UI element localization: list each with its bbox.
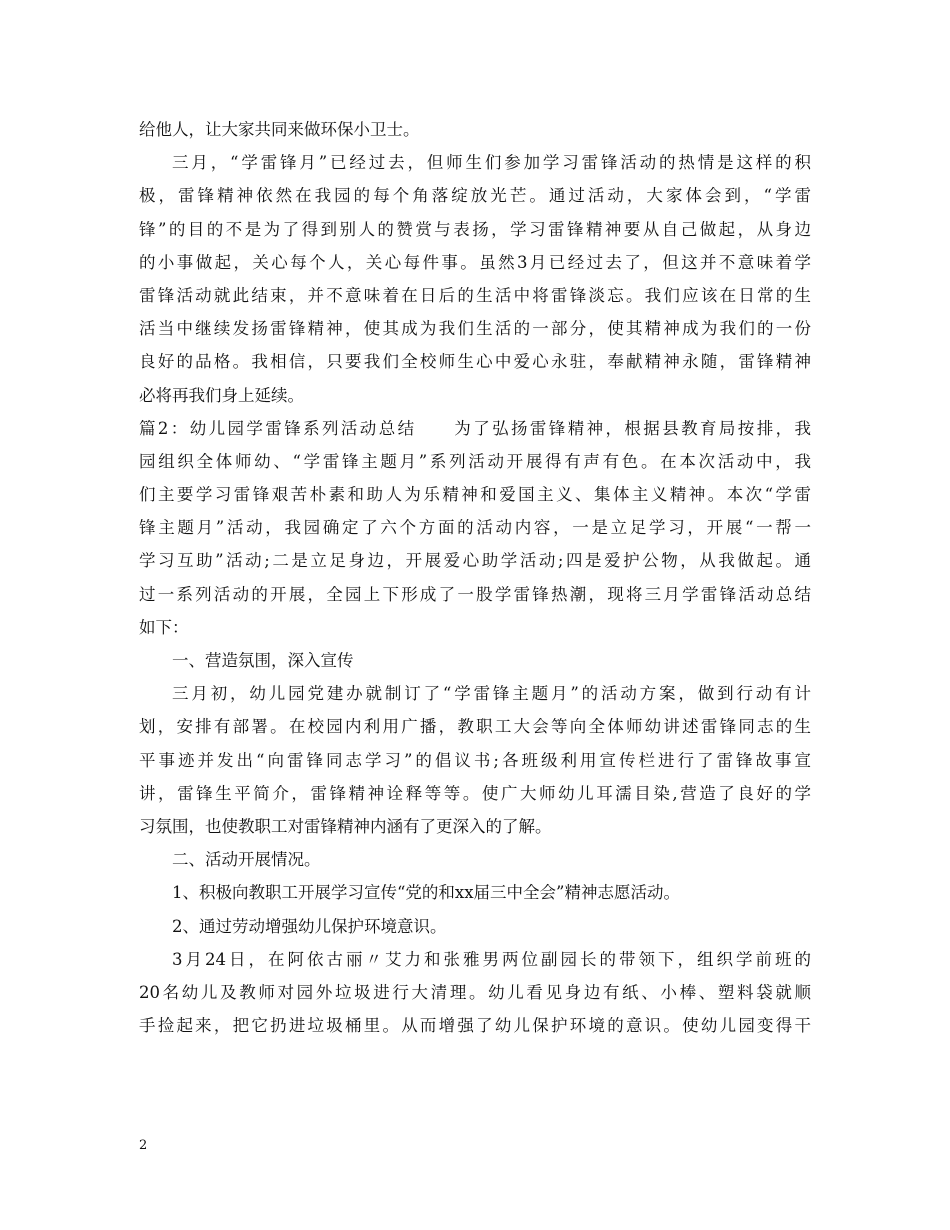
text-line: 三月初，幼儿园党建办就制订了“学雷锋主题月”的活动方案，做到行动有计	[172, 684, 811, 704]
text-line: 雷锋活动就此结束，并不意味着在日后的生活中将雷锋淡忘。我们应该在日常的生	[139, 285, 811, 305]
text-line: 过一系列活动的开展，全园上下形成了一股学雷锋热潮，现将三月学雷锋活动总结	[139, 584, 811, 604]
subheading: 一、营造氛围，深入宣传	[172, 651, 354, 670]
subheading: 二、活动开展情况。	[172, 850, 321, 870]
text-line: 手捡起来，把它扔进垃圾桶里。从而增强了幼儿保护环境的意识。使幼儿园变得干	[139, 1016, 811, 1036]
text-line: 给他人，让大家共同来做环保小卫士。	[139, 120, 420, 139]
text-line: 讲，雷锋生平简介，雷锋精神诠释等等。使广大师幼儿耳濡目染,营造了良好的学	[139, 783, 811, 803]
text-line: 20名幼儿及教师对园外垃圾进行大清理。幼儿看见身边有纸、小棒、塑料袋就顺	[139, 982, 811, 1002]
text-line: 学习互助”活动;二是立足身边，开展爱心助学活动;四是爱护公物，从我做起。通	[139, 551, 811, 571]
body-text	[139, 113, 811, 1042]
text-line: 极，雷锋精神依然在我园的每个角落绽放光芒。通过活动，大家体会到，“学雷	[139, 186, 811, 206]
text-line: 平事迹并发出“向雷锋同志学习”的倡议书;各班级利用宣传栏进行了雷锋故事宣	[139, 750, 811, 770]
section-heading-line: 篇2：幼儿园学雷锋系列活动总结 为了弘扬雷锋精神，根据县教育局按排，我	[139, 418, 811, 438]
text-line: 们主要学习雷锋艰苦朴素和助人为乐精神和爱国主义、集体主义精神。本次“学雷	[139, 485, 811, 505]
text-line: 3月24日，在阿依古丽〃艾力和张雅男两位副园长的带领下，组织学前班的	[172, 949, 811, 969]
text-line: 活当中继续发扬雷锋精神，使其成为我们生活的一部分，使其精神成为我们的一份	[139, 319, 811, 339]
text-line: 的小事做起，关心每个人，关心每件事。虽然3月已经过去了，但这并不意味着学	[139, 252, 811, 272]
text-line: 划，安排有部署。在校园内利用广播，教职工大会等向全体师幼讲述雷锋同志的生	[139, 717, 811, 737]
list-item: 2、通过劳动增强幼儿保护环境意识。	[172, 916, 447, 936]
text-line: 习氛围，也使教职工对雷锋精神内涵有了更深入的了解。	[139, 816, 552, 836]
text-line: 园组织全体师幼、“学雷锋主题月”系列活动开展得有声有色。在本次活动中，我	[139, 451, 811, 471]
page-number: 2	[139, 1138, 148, 1153]
text-line: 必将再我们身上延续。	[139, 385, 304, 405]
list-item: 1、积极向教职工开展学习宣传“党的和xx届三中全会”精神志愿活动。	[172, 883, 680, 903]
text-line: 三月，“学雷锋月”已经过去，但师生们参加学习雷锋活动的热情是这样的积	[172, 153, 811, 173]
text-line: 良好的品格。我相信，只要我们全校师生心中爱心永驻，奉献精神永随，雷锋精神	[139, 352, 811, 372]
text-line: 锋”的目的不是为了得到别人的赞赏与表扬，学习雷锋精神要从自己做起，从身边	[139, 219, 811, 239]
text-line: 如下：	[139, 617, 189, 637]
text-line: 锋主题月”活动，我园确定了六个方面的活动内容，一是立足学习，开展“一帮一	[139, 518, 811, 538]
